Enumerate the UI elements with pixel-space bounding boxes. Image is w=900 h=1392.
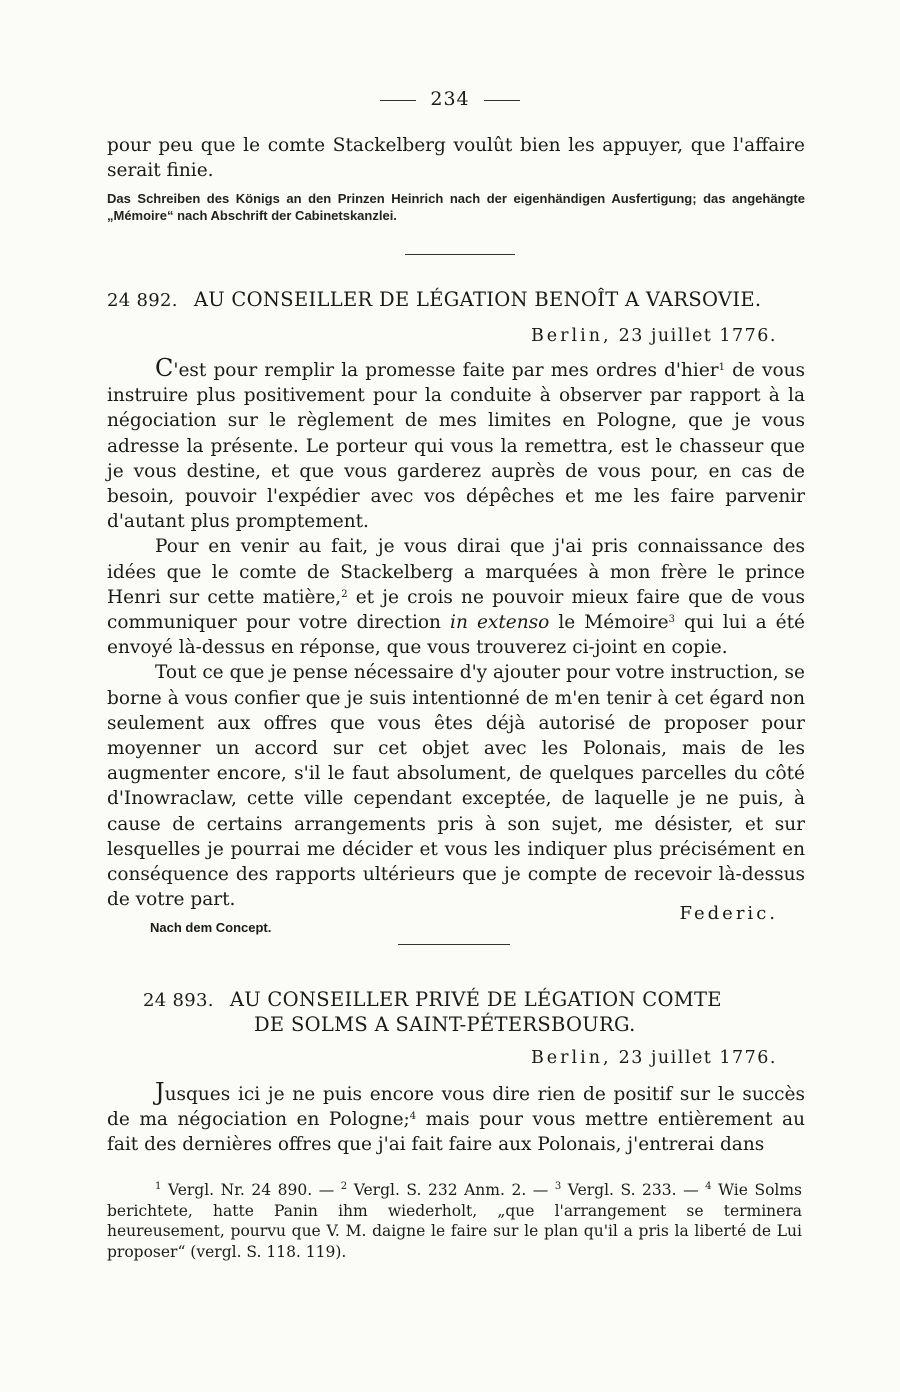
letter-2-place: Berlin, (530, 1048, 612, 1068)
footnote-ref-1: 1 (718, 362, 725, 373)
footnote-1: Vergl. Nr. 24 890. — (167, 1181, 341, 1199)
letter-2-date: 23 juillet 1776. (618, 1048, 777, 1068)
letter-2-body (107, 1080, 805, 1158)
letter-1-paragraph-1: C'est pour remplir la promesse faite par mes ordres d'hier$^1$ de vous instruire plus positivement pour la conduite à observer par rapport à la négociation sur le règlement de mes limites en Pologne, que je vous adresse la présente. Le porteur qui vous la remettra, est le chasseur que je vous destine, et que vous garderez auprès de vous pour, en cas de besoin, pouvoir l'expédier avec vos dépêches et me les faire parvenir d'autant plus promptement. (107, 354, 805, 533)
letter-2-title-line-2: DE SOLMS A SAINT-PÉTERSBOURG. (254, 1013, 636, 1036)
footnote-2: Vergl. S. 232 Anm. 2. — (353, 1181, 555, 1199)
letter-1-date: 23 juillet 1776. (618, 326, 777, 346)
page-number-dash-right (484, 100, 520, 101)
footnote-3: Vergl. S. 233. — (567, 1181, 706, 1199)
section-divider-1 (405, 254, 515, 255)
section-divider-2 (398, 944, 510, 945)
letter-1-body (107, 356, 805, 912)
letter-1-number: 24 892. (107, 290, 178, 311)
footnote-1-mark: 1 (155, 1181, 162, 1192)
intro-paragraph: pour peu que le comte Stackelberg voulût bien les appuyer, que l'affaire serait finie. (107, 135, 805, 182)
footnote-ref-2: 2 (341, 588, 348, 600)
letter-2-heading (143, 988, 823, 1036)
letter-1-source-note: Nach dem Concept. (150, 920, 272, 935)
letter-1-title: AU CONSEILLER DE LÉGATION BENOÎT A VARSOVIE. (193, 288, 762, 311)
letter-1-paragraph-3: Tout ce que je pense nécessaire d'y ajouter pour votre instruction, se borne à vous confier que je suis intentionné de m'en tenir à cet égard non seulement aux offres que vous êtes déjà autorisé de proposer pour moyenner un accord sur cet objet avec les Polonais, mais de les augmenter encore, s'il le faut absolument, de quelques parcelles du côté d'Inowraclaw, cette ville cependant exceptée, de laquelle je ne puis, à cause de certains arrangements pris à son sujet, me désister, et sur lesquelles je pourrai me décider et vous les indiquer plus précisément en conséquence des rapports ultérieurs que je compte de recevoir là-dessus de votre part. (107, 662, 805, 911)
letter-1-signature: Federic. (679, 903, 778, 924)
letter-1-heading (107, 288, 805, 311)
footnote-4: Wie Solms berichtete, hatte Panin ihm wiederholt, „que l'arrangement se terminera heureusement, pourvu que V. M. daigne le faire sur le plan qu'il a pris la liberté de Lui proposer“ (vergl. S. 118. 119). (107, 1181, 803, 1261)
letter-2-number: 24 893. (143, 990, 214, 1011)
intro-source-note: Das Schreiben des Königs an den Prinzen Heinrich nach der eigenhändigen Ausfertigung; das angehängte „Mémoire“ nach Abschrift der Cabinetskanzlei. (107, 191, 805, 223)
page-number-dash-left (380, 100, 416, 101)
footnote-ref-3: 3 (668, 614, 675, 626)
footnote-4-mark: 4 (705, 1181, 712, 1192)
footnote-ref-4: 4 (409, 1111, 417, 1123)
letter-1-dateline (531, 326, 777, 346)
page-number: 234 (0, 88, 900, 110)
letter-2-title-line-1: AU CONSEILLER PRIVÉ DE LÉGATION COMTE (229, 988, 722, 1011)
footnote-2-mark: 2 (340, 1181, 348, 1192)
letter-2-paragraph-1: Jusques ici je ne puis encore vous dire rien de positif sur le succès de ma négociation en Pologne;$^4$ mais pour vous mettre entièrement au fait des dernières offres que j'ai fait faire aux Polonais, j'entrerai dans (107, 1078, 805, 1156)
letter-1-place: Berlin, (530, 326, 612, 346)
footnote-3-mark: 3 (554, 1181, 562, 1192)
letter-2-dateline (531, 1048, 777, 1068)
letter-1-paragraph-2: Pour en venir au fait, je vous dirai que j'ai pris connaissance des idées que le comte de Stackelberg a marquées à mon frère le prince Henri sur cette matière,$^2$ et je crois ne pouvoir mieux faire que de vous communiquer pour votre direction in extenso le Mémoire$^3$ qui lui a été envoyé là-dessus en réponse, que vous trouverez ci-joint en copie. (107, 536, 806, 659)
footnotes (107, 1180, 802, 1262)
